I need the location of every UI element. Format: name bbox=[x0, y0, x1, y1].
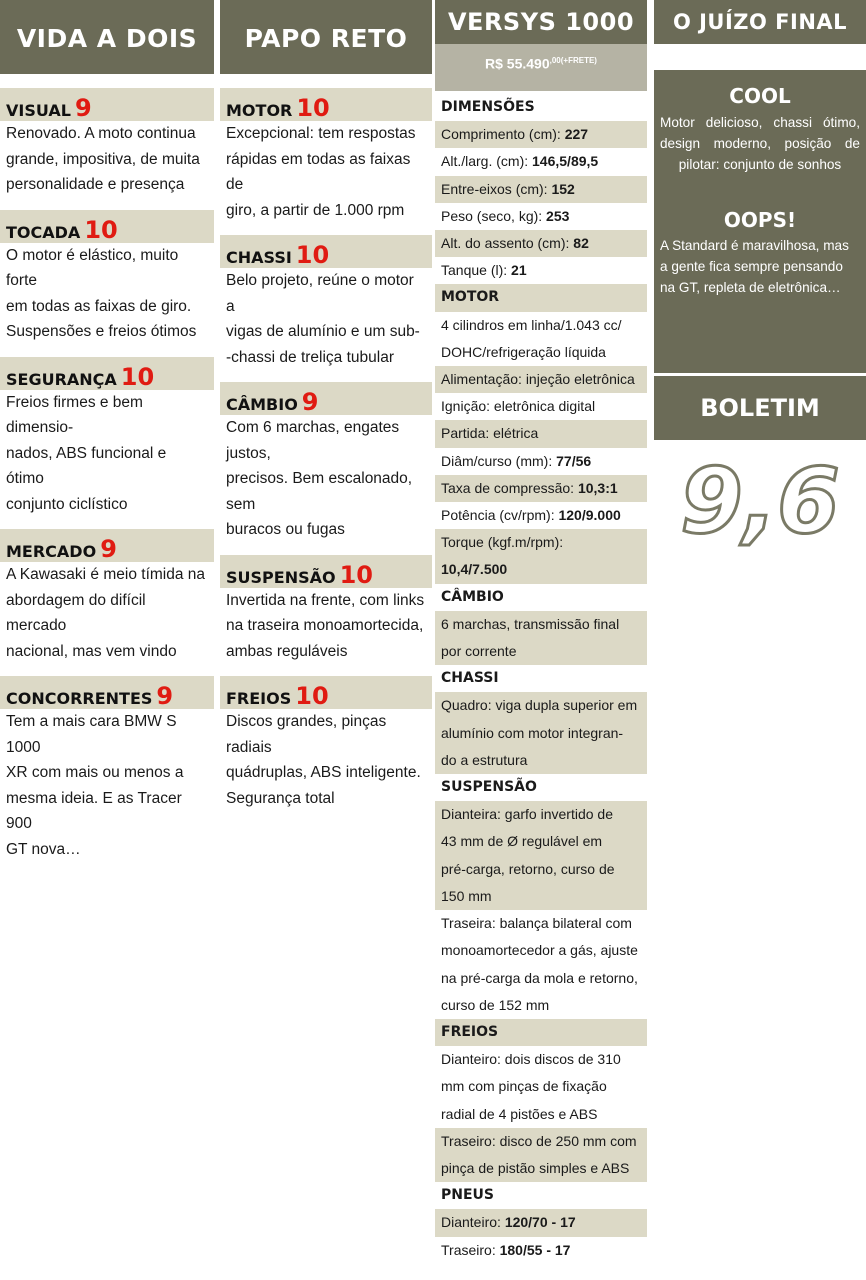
boletim-title: BOLETIM bbox=[654, 376, 866, 440]
section-text bbox=[0, 243, 214, 345]
text-line: Discos grandes, pinças radiais bbox=[226, 713, 387, 756]
text-line: -chassi de treliça tubular bbox=[226, 348, 394, 366]
price-cents: ,00 bbox=[549, 56, 561, 65]
spec-row bbox=[435, 883, 647, 910]
cool-text: Motor delicioso, chassi ótimo, design moderno, posição de pilotar: conjunto de sonhos bbox=[660, 115, 860, 172]
spec-label: Comprimento (cm): bbox=[441, 126, 565, 143]
text-line: Suspensões e freios ótimos bbox=[6, 323, 197, 340]
section-text bbox=[220, 709, 432, 811]
spec-label: Alt. do assento (cm): bbox=[441, 235, 574, 252]
section-label: CONCORRENTES bbox=[6, 689, 153, 708]
section-label: SEGURANÇA bbox=[6, 369, 117, 389]
text-line: O motor é elástico, muito forte bbox=[6, 246, 179, 289]
section-text bbox=[220, 588, 432, 665]
section-text bbox=[0, 121, 214, 198]
section-title bbox=[220, 676, 432, 709]
spec-label: DIMENSÕES bbox=[441, 99, 535, 115]
text-line: personalidade e presença bbox=[6, 176, 185, 193]
spec-row bbox=[435, 611, 647, 638]
spec-value: 82 bbox=[573, 235, 589, 252]
spec-label: alumínio com motor integran- bbox=[441, 724, 624, 741]
section-text bbox=[220, 415, 432, 543]
spec-label: 150 mm bbox=[441, 887, 492, 904]
text-line: precisos. Bem escalonado, sem bbox=[226, 470, 413, 513]
spec-row bbox=[435, 856, 647, 883]
section-text bbox=[220, 121, 432, 223]
spec-value: 10,3:1 bbox=[577, 479, 618, 496]
text-line: rápidas em todas as faixas de bbox=[226, 150, 411, 193]
spec-row bbox=[435, 393, 647, 420]
model-title: VERSYS 1000 bbox=[435, 0, 647, 44]
spacer bbox=[654, 44, 866, 70]
section-score: 10 bbox=[295, 682, 329, 710]
spec-label: do a estrutura bbox=[441, 751, 528, 768]
spec-row bbox=[435, 1128, 647, 1155]
section-score: 10 bbox=[296, 94, 330, 122]
spec-label: FREIOS bbox=[441, 1023, 499, 1040]
final-grade-value: 9,6 bbox=[680, 450, 840, 550]
text-line: nacional, mas vem vindo bbox=[6, 642, 177, 660]
spec-value: 180/55 - 17 bbox=[499, 1241, 571, 1258]
spec-list bbox=[435, 94, 647, 1264]
final-grade bbox=[654, 450, 866, 555]
spec-label: Ignição: eletrônica digital bbox=[441, 398, 596, 415]
spec-section-header bbox=[435, 1019, 647, 1046]
spec-row bbox=[435, 937, 647, 964]
spec-row bbox=[435, 720, 647, 747]
spec-row bbox=[435, 312, 647, 339]
section-label: SUSPENSÃO bbox=[226, 567, 336, 587]
section-score: 9 bbox=[74, 94, 92, 122]
spec-row bbox=[435, 747, 647, 774]
text-line: Renovado. A moto continua bbox=[6, 125, 196, 142]
spec-value: 146,5/89,5 bbox=[532, 153, 599, 170]
text-line: GT nova… bbox=[6, 840, 81, 858]
spec-value: 227 bbox=[564, 126, 589, 143]
spec-label: Peso (seco, kg): bbox=[441, 207, 547, 224]
section-title bbox=[0, 676, 214, 709]
spec-row bbox=[435, 1073, 647, 1100]
spec-value: 152 bbox=[551, 180, 575, 197]
spec-label: por corrente bbox=[441, 643, 517, 660]
section-text bbox=[220, 268, 432, 370]
spec-row bbox=[435, 801, 647, 828]
price: R$ 55.490 bbox=[485, 55, 550, 72]
column-title: O JUÍZO FINAL bbox=[654, 0, 866, 44]
spec-row bbox=[435, 148, 647, 175]
text-line: XR com mais ou menos a bbox=[6, 764, 184, 781]
column-papo-reto bbox=[220, 0, 432, 811]
spec-label: PNEUS bbox=[441, 1187, 494, 1204]
section-label: MOTOR bbox=[226, 101, 293, 120]
spec-row bbox=[435, 556, 647, 583]
text-line: buracos ou fugas bbox=[226, 521, 345, 538]
spec-label: curso de 152 mm bbox=[441, 996, 550, 1013]
spec-label: Quadro: viga dupla superior em bbox=[441, 697, 638, 714]
spec-value: 253 bbox=[546, 207, 570, 224]
spec-label: na pré-carga da mola e retorno, bbox=[441, 969, 638, 986]
section-title bbox=[220, 235, 432, 268]
spec-row bbox=[435, 420, 647, 447]
spec-row bbox=[435, 121, 647, 148]
section-label: CHASSI bbox=[226, 248, 292, 267]
rating-section bbox=[220, 235, 432, 370]
rating-section bbox=[220, 676, 432, 811]
spec-label: Dianteira: garfo invertido de bbox=[441, 806, 613, 823]
rating-section bbox=[0, 88, 214, 198]
spec-label: CÂMBIO bbox=[441, 588, 504, 605]
rating-sections bbox=[0, 88, 214, 862]
spec-row bbox=[435, 203, 647, 230]
oops-title: OOPS! bbox=[723, 208, 797, 232]
section-score: 9 bbox=[156, 682, 174, 710]
rating-section bbox=[0, 210, 214, 345]
section-title bbox=[0, 210, 214, 243]
spec-row bbox=[435, 257, 647, 284]
column-title: VIDA A DOIS bbox=[0, 0, 214, 74]
section-label: CÂMBIO bbox=[226, 395, 298, 414]
spec-label: Dianteiro: bbox=[441, 1214, 505, 1231]
spec-section-header bbox=[435, 1182, 647, 1209]
section-label: FREIOS bbox=[226, 689, 292, 708]
column-spec-sheet bbox=[435, 0, 647, 1264]
spec-label: DOHC/refrigeração líquida bbox=[441, 343, 606, 360]
spec-row bbox=[435, 529, 647, 556]
spec-section-header bbox=[435, 284, 647, 311]
rating-section bbox=[0, 357, 214, 518]
spec-label: Entre-eixos (cm): bbox=[441, 180, 552, 197]
rating-section bbox=[220, 555, 432, 665]
spec-value: 120/9.000 bbox=[558, 507, 621, 524]
section-title bbox=[0, 357, 214, 390]
section-text bbox=[0, 390, 214, 518]
text-line: Segurança total bbox=[226, 789, 335, 807]
section-title bbox=[220, 88, 432, 121]
spec-label: Torque (kgf.m/rpm): bbox=[441, 534, 564, 551]
spec-row bbox=[435, 1237, 647, 1264]
spec-label: CHASSI bbox=[441, 670, 499, 687]
text-line: na traseira monoamortecida, bbox=[226, 617, 424, 634]
text-line: Com 6 marchas, engates justos, bbox=[226, 419, 400, 462]
spec-label: mm com pinças de fixação bbox=[441, 1078, 607, 1095]
spec-section-header bbox=[435, 94, 647, 121]
text-line: quádruplas, ABS inteligente. bbox=[226, 764, 421, 781]
spec-label: Diâm/curso (mm): bbox=[441, 452, 557, 469]
section-score: 9 bbox=[301, 388, 319, 416]
spec-section-header bbox=[435, 584, 647, 611]
oops-text: A Standard é maravilhosa, mas a gente fica sempre pensando na GT, repleta de eletrônica… bbox=[660, 238, 849, 295]
section-score: 9 bbox=[100, 535, 117, 563]
spec-label: MOTOR bbox=[441, 289, 500, 306]
spec-row bbox=[435, 475, 647, 502]
spec-row bbox=[435, 230, 647, 257]
column-juizo-final bbox=[654, 0, 866, 555]
section-text bbox=[0, 562, 214, 664]
spec-value: 120/70 - 17 bbox=[504, 1214, 576, 1231]
column-vida-a-dois bbox=[0, 0, 214, 862]
text-line: giro, a partir de 1.000 rpm bbox=[226, 201, 405, 219]
spec-label: Potência (cv/rpm): bbox=[441, 507, 559, 524]
spec-row bbox=[435, 339, 647, 366]
spec-row bbox=[435, 176, 647, 203]
spec-label: Dianteiro: dois discos de 310 bbox=[441, 1051, 621, 1068]
spec-row bbox=[435, 1101, 647, 1128]
text-line: ambas reguláveis bbox=[226, 642, 348, 660]
text-line: em todas as faixas de giro. bbox=[6, 297, 192, 315]
spec-row bbox=[435, 692, 647, 719]
spec-label: Alt./larg. (cm): bbox=[441, 153, 533, 170]
spec-row bbox=[435, 448, 647, 475]
spec-label: radial de 4 pistões e ABS bbox=[441, 1105, 598, 1122]
price-note: (+FRETE) bbox=[560, 56, 597, 65]
spec-row bbox=[435, 1046, 647, 1073]
cool-title: COOL bbox=[729, 84, 791, 108]
rating-section bbox=[0, 676, 214, 862]
section-label: TOCADA bbox=[6, 222, 81, 242]
spec-label: SUSPENSÃO bbox=[441, 779, 537, 796]
section-text bbox=[0, 709, 214, 862]
text-line: abordagem do difícil mercado bbox=[6, 591, 146, 634]
spec-label: 43 mm de Ø regulável em bbox=[441, 833, 603, 850]
rating-section bbox=[220, 382, 432, 543]
spec-row bbox=[435, 965, 647, 992]
spec-label: Tanque (l): bbox=[441, 262, 512, 279]
spec-label: Traseira: balança bilateral com bbox=[441, 915, 632, 932]
section-label: VISUAL bbox=[6, 101, 71, 120]
text-line: Freios firmes e bem dimensio- bbox=[6, 393, 143, 436]
spec-label: Traseiro: bbox=[441, 1241, 500, 1258]
text-line: A Kawasaki é meio tímida na bbox=[6, 566, 206, 583]
spec-value: 77/56 bbox=[556, 452, 592, 469]
spec-row bbox=[435, 992, 647, 1019]
text-line: nados, ABS funcional e ótimo bbox=[6, 444, 167, 487]
spec-row bbox=[435, 828, 647, 855]
rating-section bbox=[220, 88, 432, 223]
section-score: 10 bbox=[84, 215, 118, 244]
verdict-box bbox=[654, 70, 866, 373]
spec-section-header bbox=[435, 774, 647, 801]
spec-label: Taxa de compressão: bbox=[441, 479, 578, 496]
text-line: Invertida na frente, com links bbox=[226, 591, 425, 609]
text-line: mesma ideia. E as Tracer 900 bbox=[6, 789, 182, 832]
spec-section-header bbox=[435, 665, 647, 692]
spec-row bbox=[435, 910, 647, 937]
spec-value: 10,4/7.500 bbox=[441, 561, 508, 578]
section-score: 10 bbox=[339, 560, 373, 589]
rating-sections bbox=[220, 88, 432, 811]
spec-row bbox=[435, 638, 647, 665]
section-score: 10 bbox=[295, 241, 330, 269]
spec-label: pré-carga, retorno, curso de bbox=[441, 860, 615, 877]
spec-row bbox=[435, 366, 647, 393]
spec-label: pinça de pistão simples e ABS bbox=[441, 1159, 630, 1176]
text-line: vigas de alumínio e um sub- bbox=[226, 323, 420, 340]
section-title bbox=[220, 382, 432, 415]
column-title: PAPO RETO bbox=[220, 0, 432, 74]
section-title bbox=[0, 88, 214, 121]
text-line: Excepcional: tem respostas bbox=[226, 125, 416, 142]
spec-value: 21 bbox=[511, 262, 527, 279]
spec-row bbox=[435, 1209, 647, 1236]
spec-label: 4 cilindros em linha/1.043 cc/ bbox=[441, 316, 622, 333]
text-line: Tem a mais cara BMW S 1000 bbox=[6, 713, 177, 756]
spec-label: Partida: elétrica bbox=[441, 425, 539, 442]
rating-section bbox=[0, 529, 214, 664]
final-grade-figure bbox=[654, 450, 866, 550]
text-line: conjunto ciclístico bbox=[6, 495, 128, 513]
section-label: MERCADO bbox=[6, 542, 97, 561]
spec-label: 6 marchas, transmissão final bbox=[441, 615, 620, 632]
section-title bbox=[0, 529, 214, 562]
spec-row bbox=[435, 502, 647, 529]
price-bar bbox=[435, 44, 647, 91]
section-score: 10 bbox=[120, 362, 155, 391]
text-line: Belo projeto, reúne o motor a bbox=[226, 272, 414, 315]
spec-label: monoamortecedor a gás, ajuste bbox=[441, 942, 638, 959]
spec-label: Alimentação: injeção eletrônica bbox=[441, 371, 635, 388]
spec-row bbox=[435, 1155, 647, 1182]
spec-label: Traseiro: disco de 250 mm com bbox=[441, 1132, 637, 1149]
section-title bbox=[220, 555, 432, 588]
text-line: grande, impositiva, de muita bbox=[6, 150, 200, 168]
